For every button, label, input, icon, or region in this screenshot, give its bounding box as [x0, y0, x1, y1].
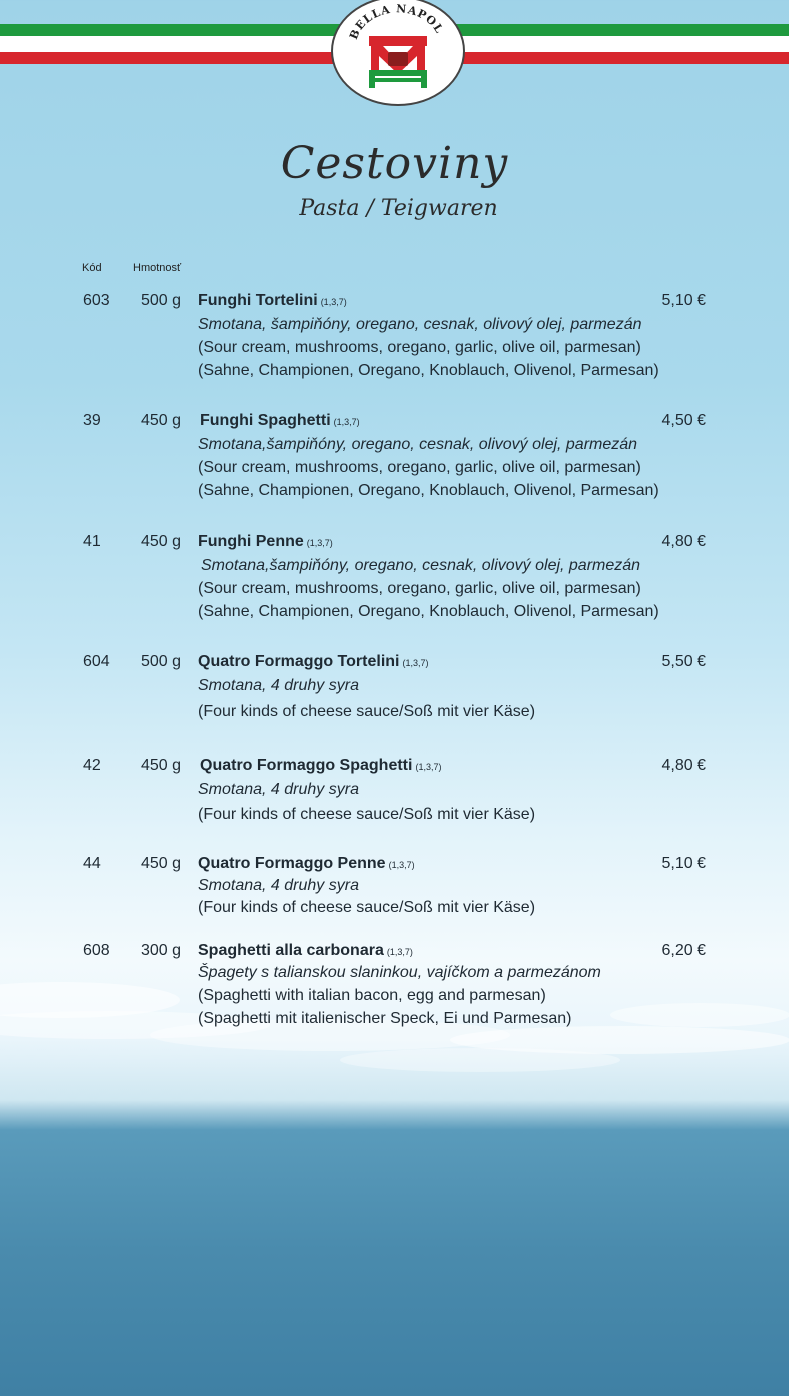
item-name: Funghi Tortelini (1,3,7): [198, 292, 347, 309]
item-desc-en: (Four kinds of cheese sauce/Soß mit vier Käse): [198, 703, 536, 720]
item-code: 39: [83, 412, 101, 429]
item-name: Quatro Formaggo Spaghetti (1,3,7): [200, 757, 442, 774]
item-desc-en: (Sour cream, mushrooms, oregano, garlic, olive oil, parmesan): [198, 580, 641, 597]
item-weight: 450 g: [140, 412, 181, 429]
item-desc-sk: Smotana,šampiňóny, oregano, cesnak, olivový olej, parmezán: [198, 436, 638, 453]
logo-brand-text: BELLA NAPOL: [347, 2, 447, 42]
item-allergens: (1,3,7): [386, 947, 413, 957]
header-code: Kód: [82, 262, 102, 274]
item-desc-sk: Špagety s talianskou slaninkou, vajíčkom a parmezánom: [198, 964, 601, 981]
item-desc-de: (Sahne, Championen, Oregano, Knoblauch, Olivenol, Parmesan): [198, 482, 659, 499]
item-desc-sk: Smotana, šampiňóny, oregano, cesnak, olivový olej, parmezán: [198, 316, 642, 333]
item-desc-en: (Sour cream, mushrooms, oregano, garlic, olive oil, parmesan): [198, 339, 641, 356]
header-weight: Hmotnosť: [133, 262, 182, 274]
bella-napoli-logo: [331, 0, 465, 106]
item-desc-de: (Spaghetti mit italienischer Speck, Ei und Parmesan): [198, 1010, 572, 1027]
item-allergens: (1,3,7): [402, 658, 429, 668]
item-code: 608: [83, 942, 110, 959]
item-price: 5,10 €: [661, 292, 706, 309]
item-weight: 300 g: [140, 942, 181, 959]
item-weight: 500 g: [140, 292, 181, 309]
item-desc-sk: Smotana, 4 druhy syra: [198, 877, 359, 894]
item-price: 6,20 €: [661, 942, 706, 959]
item-name: Funghi Penne (1,3,7): [198, 533, 333, 550]
item-allergens: (1,3,7): [388, 860, 415, 870]
item-name: Spaghetti alla carbonara (1,3,7): [198, 942, 413, 959]
item-weight: 450 g: [140, 855, 181, 872]
item-code: 44: [83, 855, 101, 872]
item-code: 41: [83, 533, 101, 550]
item-price: 4,80 €: [661, 757, 706, 774]
item-weight: 500 g: [140, 653, 181, 670]
item-desc-sk: Smotana,šampiňóny, oregano, cesnak, olivový olej, parmezán: [201, 557, 641, 574]
item-desc-en: (Four kinds of cheese sauce/Soß mit vier Käse): [198, 899, 536, 916]
item-name: Quatro Formaggo Tortelini (1,3,7): [198, 653, 429, 670]
page-title: Cestoviny: [280, 138, 509, 189]
item-code: 603: [83, 292, 110, 309]
item-price: 5,10 €: [661, 855, 706, 872]
item-desc-sk: Smotana, 4 druhy syra: [198, 677, 359, 694]
item-weight: 450 g: [140, 533, 181, 550]
item-price: 4,80 €: [661, 533, 706, 550]
item-weight: 450 g: [140, 757, 181, 774]
item-name: Funghi Spaghetti (1,3,7): [200, 412, 360, 429]
item-allergens: (1,3,7): [306, 538, 333, 548]
item-desc-en: (Spaghetti with italian bacon, egg and parmesan): [198, 987, 546, 1004]
item-desc-de: (Sahne, Championen, Oregano, Knoblauch, Olivenol, Parmesan): [198, 362, 659, 379]
item-allergens: (1,3,7): [320, 297, 347, 307]
item-code: 604: [83, 653, 110, 670]
page-subtitle: Pasta / Teigwaren: [299, 196, 498, 221]
item-allergens: (1,3,7): [415, 762, 442, 772]
item-desc-en: (Sour cream, mushrooms, oregano, garlic, olive oil, parmesan): [198, 459, 641, 476]
item-code: 42: [83, 757, 101, 774]
item-price: 4,50 €: [661, 412, 706, 429]
item-desc-de: (Sahne, Championen, Oregano, Knoblauch, Olivenol, Parmesan): [198, 603, 659, 620]
svg-text:BELLA NAPOLI: [333, 0, 446, 41]
item-desc-sk: Smotana, 4 druhy syra: [198, 781, 359, 798]
item-desc-en: (Four kinds of cheese sauce/Soß mit vier Käse): [198, 806, 536, 823]
item-allergens: (1,3,7): [333, 417, 360, 427]
item-name: Quatro Formaggo Penne (1,3,7): [198, 855, 415, 872]
item-price: 5,50 €: [661, 653, 706, 670]
